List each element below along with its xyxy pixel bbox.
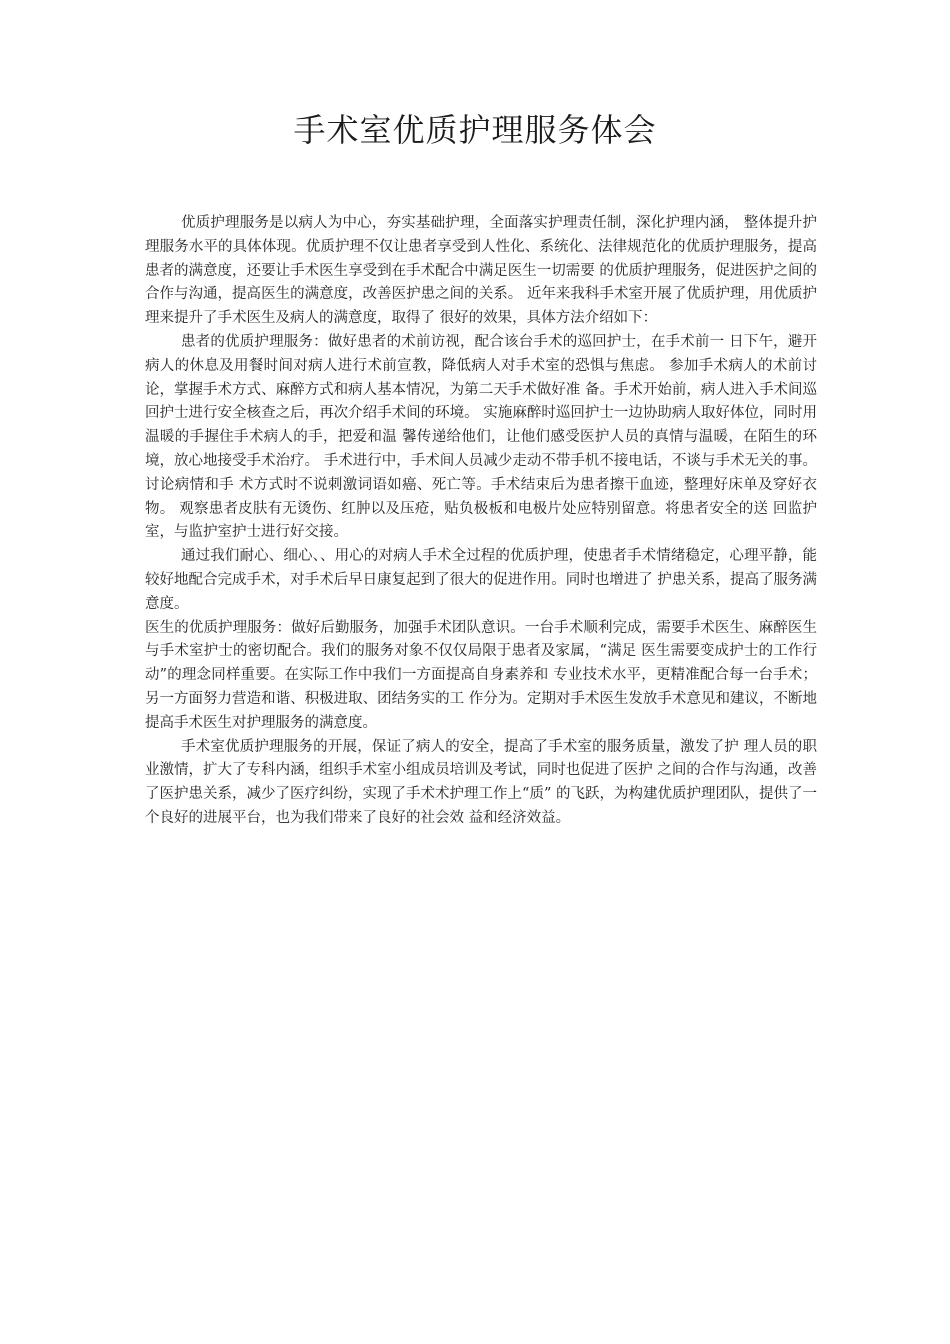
paragraph-results: 通过我们耐心、细心、、用心的对病人手术全过程的优质护理，使患者手术情绪稳定，心理平静，能较好地配合完成手术，对手术后早日康复起到了很大的促进作用。同时也增进了 护患关系，提高了服务满意度。 — [145, 548, 817, 612]
document-body — [145, 212, 817, 831]
paragraph-intro: 优质护理服务是以病人为中心，夯实基础护理，全面落实护理责任制，深化护理内涵， 整体提升护理服务水平的具体体现。优质护理不仅让患者享受到人性化、系统化、法律规范化的优质护理服务，提高患者的满意度，还要让手术医生享受到在手术配合中满足医生一切需要 的优质护理服务，促进医护之间的合作与沟通，提高医生的满意度，改善医护患之间的关系。 近年来我科手术室开展了优质护理，用优质护理来提升了手术医生及病人的满意度，取得了 很好的效果，具体方法介绍如下： — [145, 215, 817, 327]
document-title: 手术室优质护理服务体会 — [293, 111, 657, 149]
paragraph-patient-care: 患者的优质护理服务：做好患者的术前访视，配合该台手术的巡回护士，在手术前一 日下午，避开病人的休息及用餐时间对病人进行术前宣教，降低病人对手术室的恐惧与焦虑。 参加手术病人的术前讨论，掌握手术方式、麻醉方式和病人基本情况，为第二天手术做好准 备。手术开始前，病人进入手术间巡回护士进行安全核查之后，再次介绍手术间的环境。 实施麻醉时巡回护士一边协助病人取好体位，同时用温暖的手握住手术病人的手，把爱和温 馨传递给他们，让他们感受医护人员的真情与温暖，在陌生的环境，放心地接受手术治疗。 手术进行中，手术间人员减少走动不带手机不接电话，不谈与手术无关的事。讨论病情和手 术方式时不说刺激词语如癌、死亡等。手术结束后为患者擦干血迹，整理好床单及穿好衣物。 观察患者皮肤有无烫伤、红肿以及压疮，贴负极板和电极片处应特别留意。将患者安全的送 回监护室，与监护室护士进行好交接。 — [145, 333, 817, 541]
paragraph-conclusion: 手术室优质护理服务的开展，保证了病人的安全，提高了手术室的服务质量，激发了护 理人员的职业激情，扩大了专科内涵，组织手术室小组成员培训及考试，同时也促进了医护 之间的合作与沟通，改善了医护患关系，减少了医疗纠纷，实现了手术术护理工作上“质” 的飞跃，为构建优质护理团队，提供了一个良好的进展平台，也为我们带来了良好的社会效 益和经济效益。 — [145, 738, 817, 826]
paragraph-doctor-care: 医生的优质护理服务：做好后勤服务，加强手术团队意识。一台手术顺利完成，需要手术医生、麻醉医生与手术室护士的密切配合。我们的服务对象不仅仅局限于患者及家属，“满足 医生需要变成护士的工作行动”的理念同样重要。在实际工作中我们一方面提高自身素养和 专业技术水平，更精准配合每一台手术；另一方面努力营造和谐、积极进取、团结务实的工 作分为。定期对手术医生发放手术意见和建议，不断地提高手术医生对护理服务的满意度。 — [145, 619, 817, 731]
